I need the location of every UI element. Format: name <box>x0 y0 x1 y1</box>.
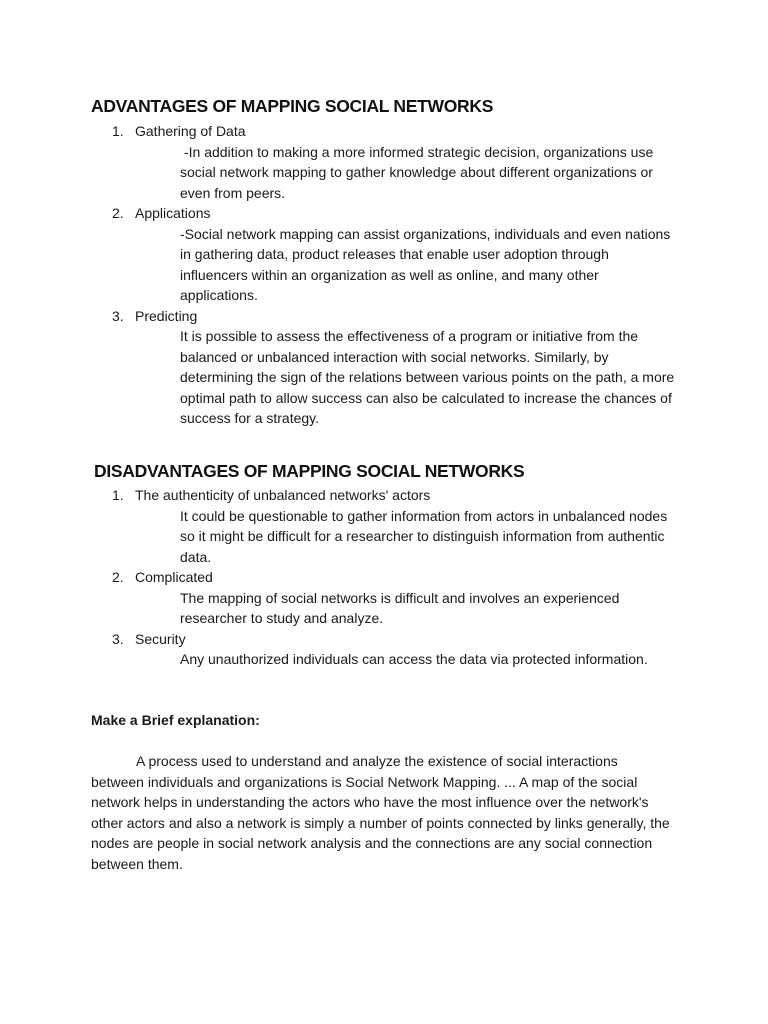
advantage-title: Gathering of Data <box>135 123 246 139</box>
brief-explanation-text: A process used to understand and analyze the existence of social interactions between individuals and organizations is Social Network Mapping. ... A map of the social network helps in understanding the actors who have the most influence over the network's other actors and also a network is simply a number of points connected by links generally, the nodes are people in social network analysis and the connections are any social connection between them. <box>91 753 670 872</box>
disadvantages-list <box>0 485 768 670</box>
advantage-title: Applications <box>135 205 211 221</box>
disadvantage-title: Complicated <box>135 569 213 585</box>
disadvantage-item-security <box>0 629 768 670</box>
list-number: 1. <box>112 123 124 139</box>
list-number: 2. <box>112 205 124 221</box>
advantage-description: -In addition to making a more informed strategic decision, organizations use social network mapping to gather knowledge about different organizations or even from peers. <box>180 143 654 201</box>
advantage-item-applications <box>0 203 768 306</box>
disadvantage-title: The authenticity of unbalanced networks' actors <box>135 487 431 503</box>
advantages-list <box>0 121 768 429</box>
advantage-item-gathering-of-data <box>0 121 768 203</box>
disadvantage-description: The mapping of social networks is difficult and involves an experienced researcher to study and analyze. <box>180 589 620 626</box>
advantage-description: It is possible to assess the effectiveness of a program or initiative from the balanced or unbalanced interaction with social networks. Similarly, by determining the sign of the relations between various points on the path, a more optimal path to allow success can also be calculated to increase the chances of success for a strategy. <box>180 328 675 426</box>
advantage-item-predicting <box>0 306 768 429</box>
list-number: 3. <box>112 307 124 324</box>
list-number: 3. <box>112 630 124 647</box>
advantage-title: Predicting <box>135 307 198 324</box>
list-number: 2. <box>112 569 124 585</box>
disadvantage-item-authenticity <box>0 485 768 567</box>
brief-explanation-label: Make a Brief explanation: <box>91 712 260 728</box>
disadvantage-description: Any unauthorized individuals can access the data via protected information. <box>180 651 648 667</box>
advantages-heading: ADVANTAGES OF MAPPING SOCIAL NETWORKS <box>91 96 494 116</box>
disadvantage-item-complicated <box>0 567 768 629</box>
list-number: 1. <box>112 487 124 503</box>
disadvantage-description: It could be questionable to gather information from actors in unbalanced nodes so it might be difficult for a researcher to distinguish information from authentic data. <box>180 507 668 565</box>
advantage-description: -Social network mapping can assist organizations, individuals and even nations in gathering data, product releases that enable user adoption through influencers within an organization as well as online, and many other applications. <box>180 225 671 303</box>
disadvantage-title: Security <box>135 630 186 647</box>
disadvantages-heading: DISADVANTAGES OF MAPPING SOCIAL NETWORKS <box>94 461 525 481</box>
